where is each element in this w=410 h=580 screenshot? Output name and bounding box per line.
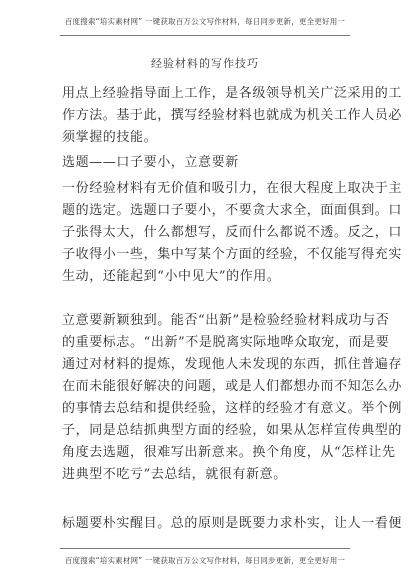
body-paragraph [62,178,403,288]
text-line: 进典型不吃亏”去总结，就很有新意。 [62,467,287,482]
text-line: 的事情去总结和提供经验，这样的经验才有意义。举个例 [62,401,403,416]
body-paragraph [62,513,403,535]
page-header-banner: 百度搜索“培实素材网” 一键获取百万公文写作材料，每日同步更新，更全更好用一 [64,17,346,26]
text-line: 在而未能很好解决的问题，或是人们都想办而不知怎么办 [62,379,403,394]
text-line: 角度去选题，很难写出新意来。换个角度，从“怎样让先 [62,445,396,460]
section-heading [62,152,362,174]
text-line: 选题——口子要小，立意要新 [62,155,239,170]
text-line: 生动，还能起到“小中见大”的作用。 [62,269,281,284]
header-rule [60,35,350,36]
text-line: 子张得太大，什么都想写，反而什么都说不透。反之，口 [62,225,403,240]
text-line: 标题要朴实醒目。总的原则是既要力求朴实，让人一看便 [62,516,403,531]
text-line: 子收得小一些，集中写某个方面的经验，不仅能写得充实 [62,247,403,262]
footer-rule [60,548,350,549]
text-line: 作方法。基于此，撰写经验材料也就成为机关工作人员必 [62,108,403,123]
page-footer-banner: 百度搜索“培实素材网” 一键获取百万公文写作材料，每日同步更新，更全更好用一 [64,556,346,565]
body-paragraph [62,310,403,486]
text-line: 须掌握的技能。 [62,130,158,145]
text-line: 的重要标志。“出新”不是脱离实际地哗众取宠，而是要 [62,335,390,350]
text-line: 用点上经验指导面上工作，是各级领导机关广泛采用的工 [62,86,403,101]
intro-paragraph [62,83,403,149]
text-line: 一份经验材料有无价值和吸引力，在很大程度上取决于主 [62,181,403,196]
text-line: 通过对材料的提炼，发现他人未发现的东西，抓住普遍存 [62,357,403,372]
document-title: 经验材料的写作技巧 [151,57,259,70]
text-line: 子，同是总结抓典型方面的经验，如果从怎样宣传典型的 [62,423,403,438]
text-line: 立意要新颖独到。能否“出新”是检验经验材料成功与否 [62,313,390,328]
text-line: 题的选定。选题口子要小，不要贪大求全，面面俱到。口 [62,203,403,218]
